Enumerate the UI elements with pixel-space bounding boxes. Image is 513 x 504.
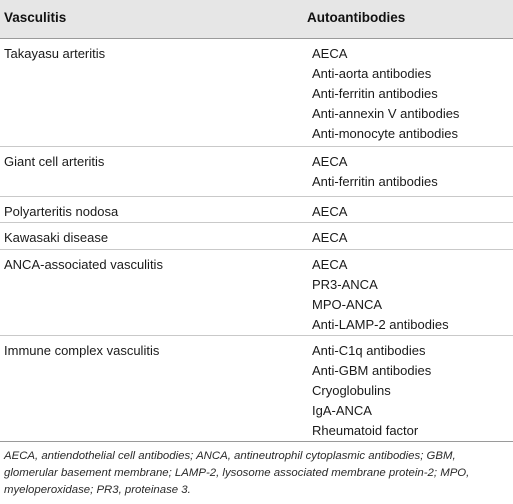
antibody-item: Rheumatoid factor xyxy=(312,423,419,438)
autoantibodies-cell xyxy=(312,228,347,248)
autoantibodies-cell xyxy=(312,152,438,192)
antibody-item: Anti-annexin V antibodies xyxy=(312,106,460,121)
antibody-item: PR3-ANCA xyxy=(312,277,378,292)
table-row xyxy=(0,147,513,197)
antibody-item: AECA xyxy=(312,230,348,245)
antibody-item: AECA xyxy=(312,154,348,169)
antibody-item: Anti-LAMP-2 antibodies xyxy=(312,317,449,332)
autoantibodies-cell xyxy=(312,341,431,441)
vasculitis-cell: Kawasaki disease xyxy=(4,230,109,245)
antibody-item: Cryoglobulins xyxy=(312,383,391,398)
table-row xyxy=(0,223,513,250)
vasculitis-cell: Polyarteritis nodosa xyxy=(4,204,119,219)
table-row xyxy=(0,39,513,147)
antibody-item: AECA xyxy=(312,204,348,219)
antibody-item: Anti-monocyte antibodies xyxy=(312,126,458,141)
antibody-item: Anti-GBM antibodies xyxy=(312,363,432,378)
vasculitis-cell: Takayasu arteritis xyxy=(4,46,106,61)
antibody-item: MPO-ANCA xyxy=(312,297,383,312)
antibody-item: AECA xyxy=(312,46,348,61)
table-bottom-rule xyxy=(0,441,513,442)
header-vasculitis: Vasculitis xyxy=(4,10,67,25)
autoantibodies-cell xyxy=(312,255,449,335)
header-autoantibodies: Autoantibodies xyxy=(307,10,406,25)
antibody-item: Anti-aorta antibodies xyxy=(312,66,432,81)
antibody-item: Anti-C1q antibodies xyxy=(312,343,426,358)
antibody-item: AECA xyxy=(312,257,348,272)
table-row xyxy=(0,197,513,223)
table-footnote: AECA, antiendothelial cell antibodies; ANCA, antineutrophil cytoplasmic antibodies; GBM, glomerular basement membrane; LAMP-2, lysosome associated membrane protein-2; MPO, myeloperoxidase; PR3, proteinase 3. xyxy=(4,450,470,496)
table-row xyxy=(0,250,513,336)
antibody-item: Anti-ferritin antibodies xyxy=(312,86,438,101)
table-header-row xyxy=(0,0,513,39)
vasculitis-cell: ANCA-associated vasculitis xyxy=(4,257,163,272)
vasculitis-cell: Immune complex vasculitis xyxy=(4,343,160,358)
antibody-item: Anti-ferritin antibodies xyxy=(312,174,438,189)
table-row xyxy=(0,336,513,442)
vasculitis-cell: Giant cell arteritis xyxy=(4,154,105,169)
autoantibodies-cell xyxy=(312,44,459,144)
autoantibodies-cell xyxy=(312,202,347,222)
antibody-item: IgA-ANCA xyxy=(312,403,372,418)
